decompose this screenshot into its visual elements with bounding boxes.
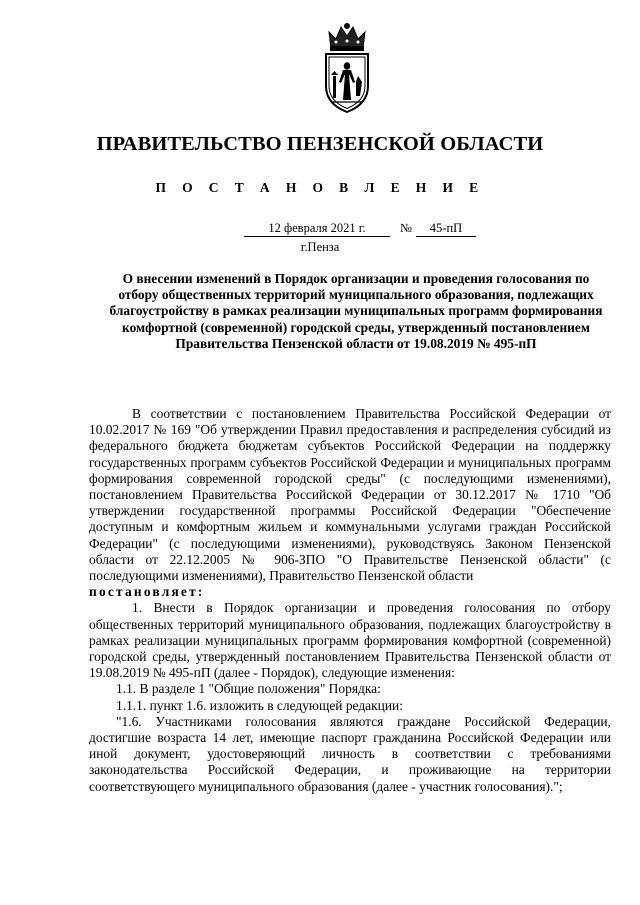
document-subject: О внесении изменений в Порядок организации и проведения голосования по отбору общественных территорий муниципального образования, подлежащих благоустройству в рамках реализации муниципальных программ формирования комфортной (современной) городской среды, утвержденный постановлением Правительства Пензенской области от 19.08.2019 № 495-пП — [109, 271, 603, 351]
document-number: 45-пП — [416, 220, 476, 237]
document-meta — [0, 220, 640, 238]
paragraph-1-1: 1.1. В разделе 1 "Общие положения" Порядка: — [116, 681, 381, 697]
paragraph-1-1-1: 1.1.1. пункт 1.6. изложить в следующей редакции: — [116, 697, 403, 713]
resolution-word — [89, 584, 611, 600]
postanovlyaet-label: постановляет: — [89, 584, 205, 600]
document-type: П О С Т А Н О В Л Е Н И Е — [155, 180, 485, 195]
intro-paragraph: В соответствии с постановлением Правительства Российской Федерации от 10.02.2017 № 169 "Об утверждении Правил предоставления и распределения субсидий из федерального бюджета бюджетам субъектов Российской Федерации на поддержку государственных программ субъектов Российской Федерации и муниципальных программ формирования современной городской среды" (с последующими изменениями), постановлением Правительства Российской Федерации от 30.12.2017 № 1710 "Об утверждении государственной программы Российской Федерации "Обеспечение доступным и комфортным жильем и коммунальными услугами граждан Российской Федерации" (с последующими изменениями), руководствуясь Законом Пензенской области от 22.12.2005 № 906-ЗПО "О Правительстве Пензенской области" (с последующими изменениями), Правительство Пензенской области — [89, 406, 611, 584]
document-body — [89, 406, 611, 795]
paragraph-1-6: "1.6. Участниками голосования являются граждане Российской Федерации, достигшие возраста 14 лет, имеющие паспорт гражданина Российской Федерации или иной документ, удостоверяющий личность в соответствии с требованиями законодательства Российской Федерации, и проживающие на территории соответствующего муниципального образования (далее - участник голосования)."; — [89, 713, 611, 794]
paragraph-1: 1. Внести в Порядок организации и проведения голосования по отбору общественных территорий муниципального образования, подлежащих благоустройству в рамках реализации муниципальных программ формирования комфортной (современной) городской среды, утвержденный постановлением Правительства Пензенской области от 19.08.2019 № 495-пП (далее - Порядок), следующие изменения: — [89, 600, 611, 681]
document-date: 12 февраля 2021 г. — [244, 220, 390, 237]
penza-coat-of-arms-icon — [322, 22, 372, 114]
government-title: ПРАВИТЕЛЬСТВО ПЕНЗЕНСКОЙ ОБЛАСТИ — [96, 133, 544, 155]
document-city: г.Пенза — [300, 240, 340, 254]
number-sign: № — [400, 221, 412, 235]
